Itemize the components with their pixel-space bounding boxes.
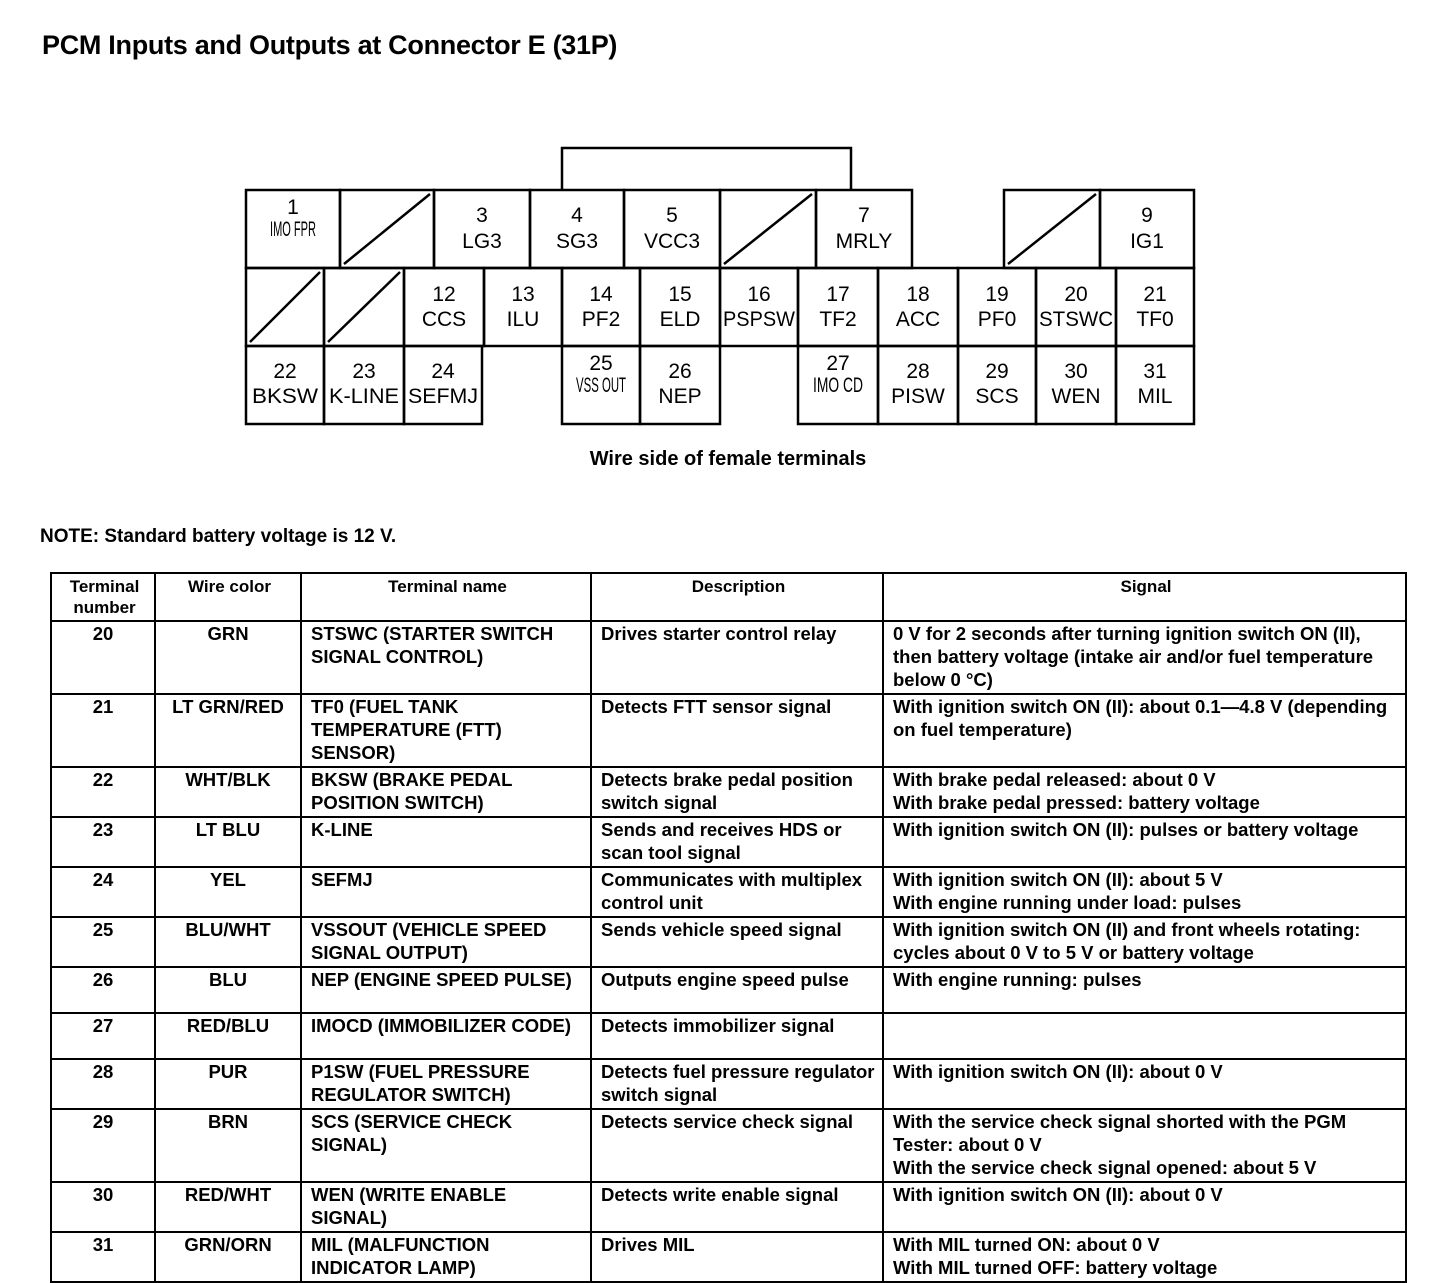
pin-29-number: 29 xyxy=(985,360,1009,383)
cell-wire: BLU/WHT xyxy=(155,917,301,967)
table-row xyxy=(51,621,1406,694)
table-row xyxy=(51,767,1406,817)
cell-desc: Drives starter control relay xyxy=(591,621,883,694)
pin-13-number: 13 xyxy=(511,283,535,306)
cell-wire: BLU xyxy=(155,967,301,1013)
connector-lock-tab xyxy=(562,148,851,190)
pin-15-number: 15 xyxy=(668,283,692,306)
cell-wire: RED/BLU xyxy=(155,1013,301,1059)
pin-18-number: 18 xyxy=(906,283,930,306)
pin-14-number: 14 xyxy=(589,283,613,306)
cell-name: NEP (ENGINE SPEED PULSE) xyxy=(301,967,591,1013)
cell-num: 20 xyxy=(51,621,155,694)
pin-29-name: SCS xyxy=(975,385,1019,408)
pin-28-number: 28 xyxy=(906,360,930,383)
cell-wire: LT GRN/RED xyxy=(155,694,301,767)
table-row xyxy=(51,817,1406,867)
pin-12-number: 12 xyxy=(432,283,456,306)
pin-18-name: ACC xyxy=(895,308,941,331)
cell-wire: RED/WHT xyxy=(155,1182,301,1232)
page-title: PCM Inputs and Outputs at Connector E (31P) xyxy=(42,30,618,60)
cell-desc: Detects FTT sensor signal xyxy=(591,694,883,767)
pin-7-number: 7 xyxy=(858,204,870,227)
cell-desc: Drives MIL xyxy=(591,1232,883,1282)
pin-17-number: 17 xyxy=(826,283,850,306)
cell-desc: Communicates with multiplex control unit xyxy=(591,867,883,917)
pin-24-number: 24 xyxy=(431,360,455,383)
pin-31-number: 31 xyxy=(1143,360,1167,383)
pin-3-name: LG3 xyxy=(462,230,502,253)
pin-24-name: SEFMJ xyxy=(408,385,478,408)
cell-name: SCS (SERVICE CHECK SIGNAL) xyxy=(301,1109,591,1182)
cell-signal: With ignition switch ON (II): about 5 V With engine running under load: pulses xyxy=(883,867,1406,917)
pin-16-number: 16 xyxy=(747,283,771,306)
cell-desc: Sends and receives HDS or scan tool signal xyxy=(591,817,883,867)
table-row xyxy=(51,967,1406,1013)
cell-num: 21 xyxy=(51,694,155,767)
pin-30-name: WEN xyxy=(1051,385,1101,408)
table-row xyxy=(51,1182,1406,1232)
pin-19-number: 19 xyxy=(985,283,1009,306)
pin-27-number: 27 xyxy=(826,352,850,375)
pin-13-name: ILU xyxy=(506,308,540,331)
empty-cavity-6 xyxy=(724,194,812,264)
note-text: NOTE: Standard battery voltage is 12 V. xyxy=(40,526,397,547)
cell-num: 23 xyxy=(51,817,155,867)
empty-cavity-2 xyxy=(344,194,430,264)
pin-5-name: VCC3 xyxy=(643,230,701,253)
pin-4-number: 4 xyxy=(571,204,583,227)
cell-num: 30 xyxy=(51,1182,155,1232)
pin-16-name: PSPSW xyxy=(723,308,796,331)
empty-cavity-8 xyxy=(1008,194,1096,264)
cell-num: 28 xyxy=(51,1059,155,1109)
cell-name: SEFMJ xyxy=(301,867,591,917)
cell-num: 31 xyxy=(51,1232,155,1282)
pin-31-name: MIL xyxy=(1137,385,1173,408)
table-header-row xyxy=(51,573,1406,621)
pin-14-name: PF2 xyxy=(581,308,621,331)
pin-1-name: IMO FPR xyxy=(270,218,316,241)
cell-wire: LT BLU xyxy=(155,817,301,867)
cell-signal: With ignition switch ON (II) and front wheels rotating: cycles about 0 V to 5 V or battery voltage xyxy=(883,917,1406,967)
cell-signal: With ignition switch ON (II): about 0 V xyxy=(883,1059,1406,1109)
header-terminal-name: Terminal name xyxy=(301,573,591,621)
cell-num: 25 xyxy=(51,917,155,967)
pinout-table xyxy=(50,572,1407,1283)
cell-desc: Sends vehicle speed signal xyxy=(591,917,883,967)
cell-num: 27 xyxy=(51,1013,155,1059)
cell-signal: With ignition switch ON (II): about 0.1—4.8 V (depending on fuel temperature) xyxy=(883,694,1406,767)
connector-diagram xyxy=(244,146,1200,430)
pin-26-number: 26 xyxy=(668,360,692,383)
table-row xyxy=(51,694,1406,767)
header-description: Description xyxy=(591,573,883,621)
header-terminal-number: Terminal number xyxy=(51,573,155,621)
pin-21-name: TF0 xyxy=(1136,308,1174,331)
pin-15-name: ELD xyxy=(659,308,701,331)
pin-9-number: 9 xyxy=(1141,204,1153,227)
cell-name: WEN (WRITE ENABLE SIGNAL) xyxy=(301,1182,591,1232)
table-row xyxy=(51,917,1406,967)
cell-name: MIL (MALFUNCTION INDICATOR LAMP) xyxy=(301,1232,591,1282)
cell-wire: BRN xyxy=(155,1109,301,1182)
cell-wire: PUR xyxy=(155,1059,301,1109)
cell-wire: YEL xyxy=(155,867,301,917)
pin-23-name: K-LINE xyxy=(329,385,399,408)
cell-desc: Detects fuel pressure regulator switch signal xyxy=(591,1059,883,1109)
cell-signal: 0 V for 2 seconds after turning ignition switch ON (II), then battery voltage (intake air and/or fuel temperature below 0 °C) xyxy=(883,621,1406,694)
cell-desc: Detects service check signal xyxy=(591,1109,883,1182)
pin-9-name: IG1 xyxy=(1130,230,1164,253)
pin-12-name: CCS xyxy=(421,308,467,331)
pin-25-number: 25 xyxy=(589,352,613,375)
cell-signal: With brake pedal released: about 0 V With brake pedal pressed: battery voltage xyxy=(883,767,1406,817)
pin-26-name: NEP xyxy=(658,385,702,408)
pin-3-number: 3 xyxy=(476,204,488,227)
cell-num: 29 xyxy=(51,1109,155,1182)
cell-desc: Detects write enable signal xyxy=(591,1182,883,1232)
pin-20-name: STSWC xyxy=(1039,308,1113,331)
pin-25-name: VSS OUT xyxy=(576,374,627,397)
cell-signal: With the service check signal shorted with the PGM Tester: about 0 V With the service check signal opened: about 5 V xyxy=(883,1109,1406,1182)
pin-19-name: PF0 xyxy=(977,308,1017,331)
table-row xyxy=(51,1013,1406,1059)
cell-name: VSSOUT (VEHICLE SPEED SIGNAL OUTPUT) xyxy=(301,917,591,967)
cell-signal: With MIL turned ON: about 0 V With MIL turned OFF: battery voltage xyxy=(883,1232,1406,1282)
cell-signal: With ignition switch ON (II): pulses or battery voltage xyxy=(883,817,1406,867)
pin-4-name: SG3 xyxy=(555,230,599,253)
cell-name: BKSW (BRAKE PEDAL POSITION SWITCH) xyxy=(301,767,591,817)
pin-27-name: IMO CD xyxy=(813,374,863,397)
cell-num: 22 xyxy=(51,767,155,817)
cell-name: K-LINE xyxy=(301,817,591,867)
cell-name: IMOCD (IMMOBILIZER CODE) xyxy=(301,1013,591,1059)
cell-wire: GRN/ORN xyxy=(155,1232,301,1282)
pin-22-name: BKSW xyxy=(252,385,319,408)
pin-30-number: 30 xyxy=(1064,360,1088,383)
cell-wire: WHT/BLK xyxy=(155,767,301,817)
connector-caption: Wire side of female terminals xyxy=(589,448,867,470)
pin-17-name: TF2 xyxy=(819,308,857,331)
cell-signal xyxy=(883,1013,1406,1059)
table-row xyxy=(51,1109,1406,1182)
cell-desc: Outputs engine speed pulse xyxy=(591,967,883,1013)
cell-name: TF0 (FUEL TANK TEMPERATURE (FTT) SENSOR) xyxy=(301,694,591,767)
table-row xyxy=(51,1059,1406,1109)
cell-signal: With engine running: pulses xyxy=(883,967,1406,1013)
cell-num: 26 xyxy=(51,967,155,1013)
pin-5-number: 5 xyxy=(666,204,678,227)
cell-num: 24 xyxy=(51,867,155,917)
cell-desc: Detects brake pedal position switch signal xyxy=(591,767,883,817)
table-row xyxy=(51,1232,1406,1282)
pin-21-number: 21 xyxy=(1143,283,1167,306)
pin-28-name: PISW xyxy=(891,385,945,408)
empty-cavity-11 xyxy=(328,272,400,342)
pin-7-name: MRLY xyxy=(835,230,893,253)
empty-cavity-10 xyxy=(250,272,320,342)
pin-23-number: 23 xyxy=(352,360,376,383)
pin-22-number: 22 xyxy=(273,360,297,383)
cell-name: P1SW (FUEL PRESSURE REGULATOR SWITCH) xyxy=(301,1059,591,1109)
cell-name: STSWC (STARTER SWITCH SIGNAL CONTROL) xyxy=(301,621,591,694)
cell-desc: Detects immobilizer signal xyxy=(591,1013,883,1059)
cell-wire: GRN xyxy=(155,621,301,694)
pin-20-number: 20 xyxy=(1064,283,1088,306)
header-wire-color: Wire color xyxy=(155,573,301,621)
table-row xyxy=(51,867,1406,917)
pin-1-number: 1 xyxy=(287,196,299,219)
header-signal: Signal xyxy=(883,573,1406,621)
cell-signal: With ignition switch ON (II): about 0 V xyxy=(883,1182,1406,1232)
